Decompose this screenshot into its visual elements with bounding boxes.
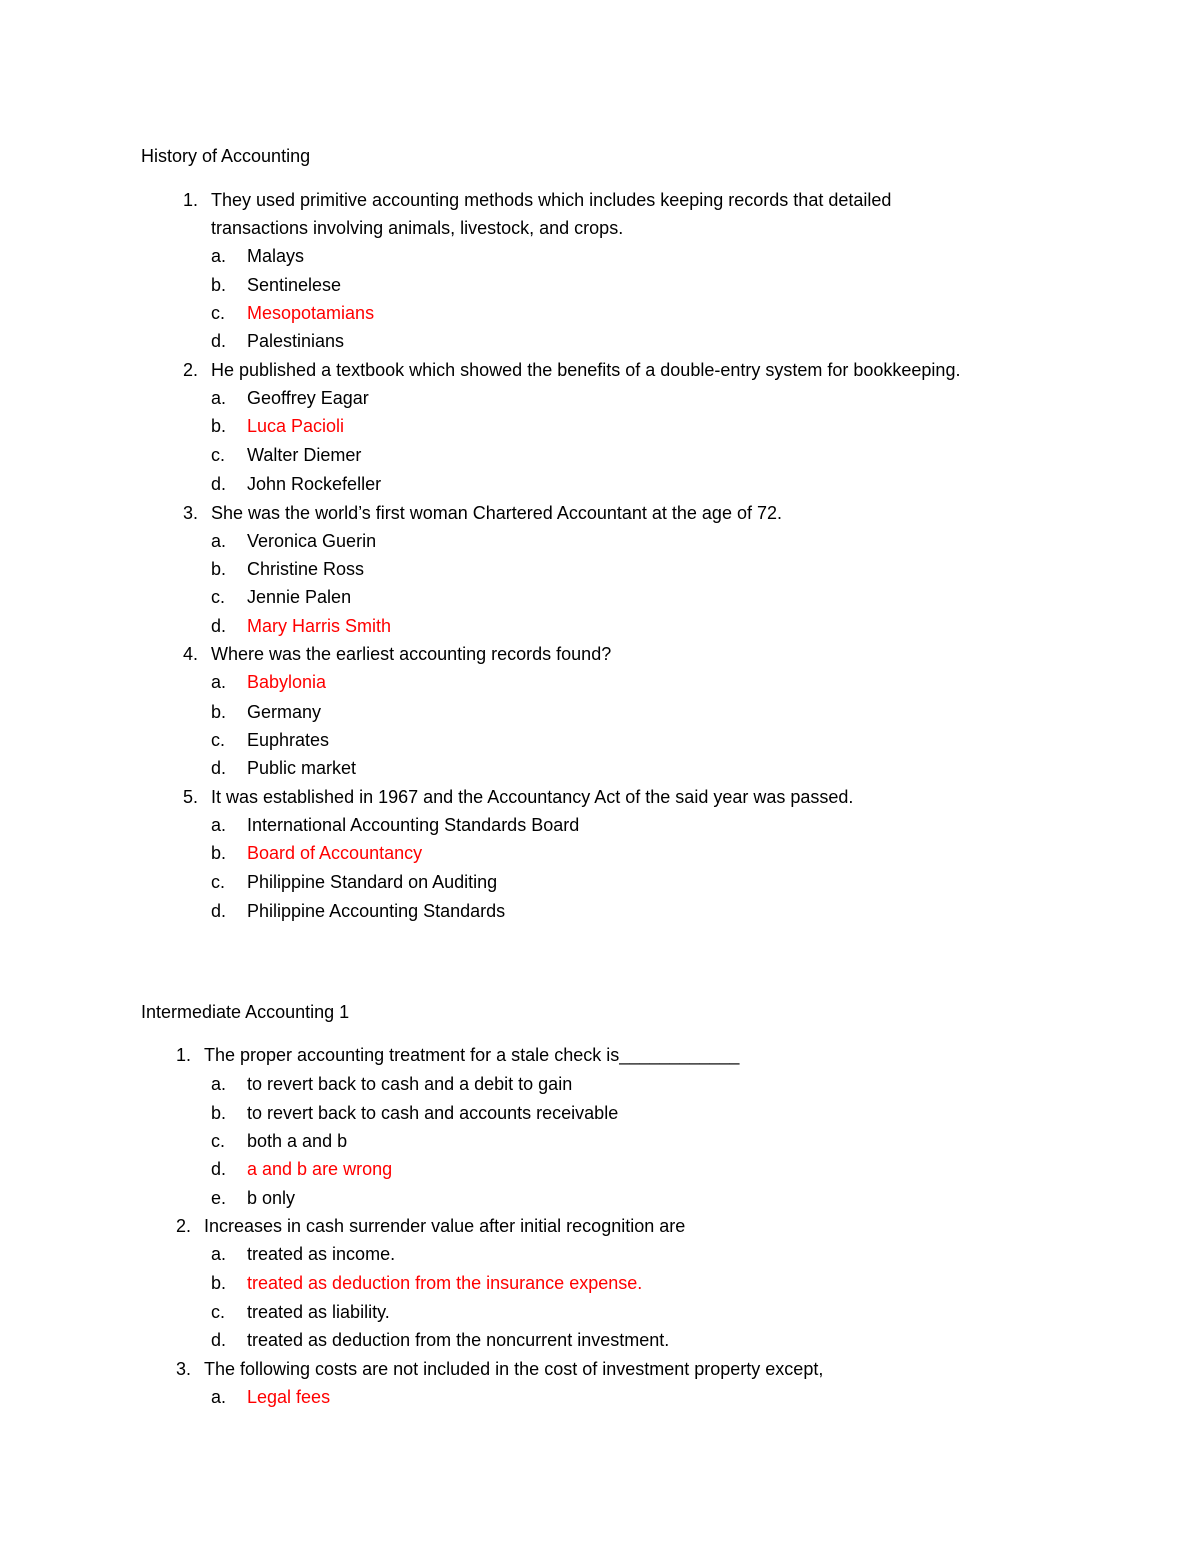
answer-option: Philippine Standard on Auditing (247, 872, 498, 892)
question-text: They used primitive accounting methods which includes keeping records that detailed (211, 190, 892, 210)
option-letter: b. (211, 559, 227, 579)
option-letter: b. (211, 1103, 227, 1123)
option-letter: a. (211, 1074, 227, 1094)
question-number: 2. (175, 1216, 191, 1236)
question-number: 3. (175, 1359, 191, 1379)
correct-answer-option: Luca Pacioli (247, 416, 345, 436)
question-number: 4. (182, 644, 198, 664)
answer-option: both a and b (247, 1131, 348, 1151)
correct-answer-option: Mesopotamians (247, 303, 375, 323)
correct-answer-option: Board of Accountancy (247, 843, 423, 863)
answer-option: Veronica Guerin (247, 531, 377, 551)
correct-answer-option: Legal fees (247, 1387, 331, 1407)
answer-option: b only (247, 1188, 296, 1208)
question-number: 3. (182, 503, 198, 523)
answer-option: Palestinians (247, 331, 345, 351)
correct-answer-option: treated as deduction from the insurance expense. (247, 1273, 643, 1293)
option-letter: a. (211, 1387, 227, 1407)
correct-answer-option: Mary Harris Smith (247, 616, 392, 636)
correct-answer-option: Babylonia (247, 672, 327, 692)
option-letter: c. (211, 587, 226, 607)
section-title: History of Accounting (141, 146, 311, 166)
option-letter: d. (211, 758, 227, 778)
question-number: 5. (182, 787, 198, 807)
answer-option: Public market (247, 758, 357, 778)
question-number: 1. (175, 1045, 191, 1065)
option-letter: c. (211, 1131, 226, 1151)
question-text: She was the world’s first woman Chartered Accountant at the age of 72. (211, 503, 782, 523)
option-letter: c. (211, 872, 226, 892)
answer-option: to revert back to cash and a debit to gain (247, 1074, 573, 1094)
option-letter: a. (211, 388, 227, 408)
option-letter: c. (211, 445, 226, 465)
option-letter: b. (211, 275, 227, 295)
option-letter: d. (211, 1330, 227, 1350)
answer-option: John Rockefeller (247, 474, 382, 494)
answer-option: treated as liability. (247, 1302, 390, 1322)
correct-answer-option: a and b are wrong (247, 1159, 393, 1179)
option-letter: d. (211, 616, 227, 636)
option-letter: a. (211, 672, 227, 692)
option-letter: a. (211, 1244, 227, 1264)
question-text: The proper accounting treatment for a stale check is____________ (204, 1045, 740, 1065)
option-letter: d. (211, 474, 227, 494)
question-text: It was established in 1967 and the Accountancy Act of the said year was passed. (211, 787, 854, 807)
option-letter: e. (211, 1188, 227, 1208)
answer-option: Sentinelese (247, 275, 342, 295)
answer-option: Christine Ross (247, 559, 365, 579)
answer-option: treated as income. (247, 1244, 396, 1264)
question-text: The following costs are not included in the cost of investment property except, (204, 1359, 824, 1379)
option-letter: b. (211, 416, 227, 436)
question-number: 2. (182, 360, 198, 380)
answer-option: treated as deduction from the noncurrent investment. (247, 1330, 670, 1350)
answer-option: Germany (247, 702, 322, 722)
answer-option: International Accounting Standards Board (247, 815, 580, 835)
section-title: Intermediate Accounting 1 (141, 1002, 350, 1022)
answer-option: Malays (247, 246, 305, 266)
question-number: 1. (182, 190, 198, 210)
option-letter: d. (211, 1159, 227, 1179)
option-letter: c. (211, 303, 226, 323)
answer-option: Walter Diemer (247, 445, 362, 465)
option-letter: a. (211, 531, 227, 551)
option-letter: a. (211, 815, 227, 835)
question-text: Increases in cash surrender value after initial recognition are (204, 1216, 686, 1236)
answer-option: to revert back to cash and accounts receivable (247, 1103, 619, 1123)
answer-option: Jennie Palen (247, 587, 352, 607)
answer-option: Philippine Accounting Standards (247, 901, 506, 921)
option-letter: b. (211, 702, 227, 722)
option-letter: d. (211, 901, 227, 921)
option-letter: a. (211, 246, 227, 266)
answer-option: Euphrates (247, 730, 330, 750)
question-text: transactions involving animals, livestock, and crops. (211, 218, 624, 238)
option-letter: b. (211, 1273, 227, 1293)
option-letter: d. (211, 331, 227, 351)
option-letter: c. (211, 1302, 226, 1322)
answer-option: Geoffrey Eagar (247, 388, 369, 408)
option-letter: c. (211, 730, 226, 750)
option-letter: b. (211, 843, 227, 863)
question-text: Where was the earliest accounting records found? (211, 644, 612, 664)
question-text: He published a textbook which showed the benefits of a double-entry system for bookkeeping. (211, 360, 961, 380)
